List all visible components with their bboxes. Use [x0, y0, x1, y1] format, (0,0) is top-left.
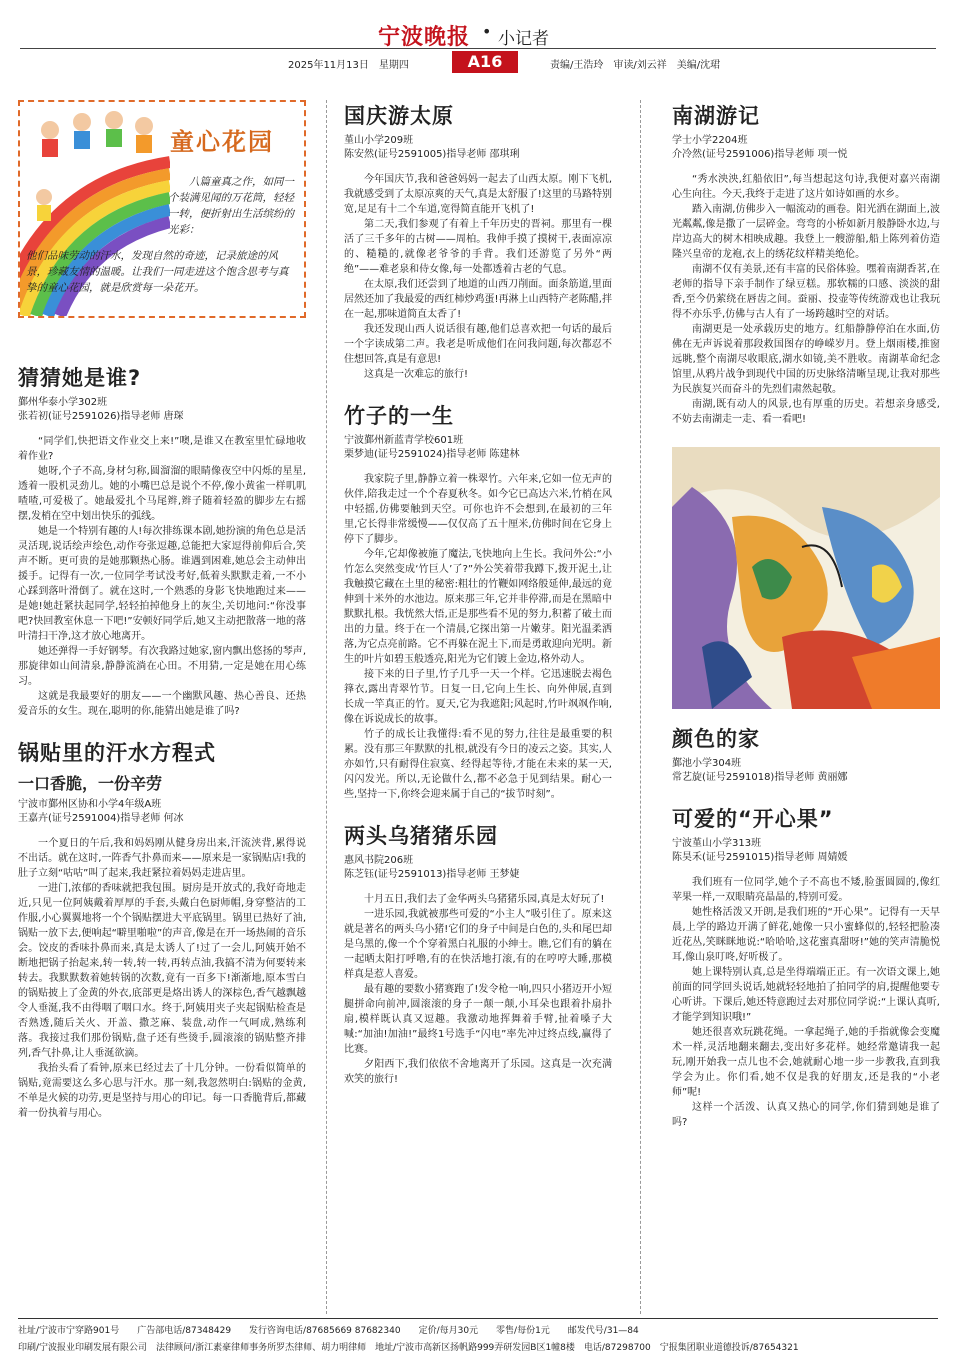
article-title: 锅贴里的汗水方程式 [18, 741, 216, 765]
paragraph: 她上课特别认真,总是坐得端端正正。有一次语文课上,她前面的同学回头说话,她就轻轻地拍了拍同学的肩,提醒他要专心听讲。下课后,她还特意跑过去对那位同学说:“上课认真听,才能学到知识哦!” [672, 967, 940, 1023]
column-middle [344, 100, 612, 1105]
school: 堇山小学209班 [344, 135, 414, 146]
editor-credits: 责编/王浩玲 审读/刘云祥 美编/沈珺 [550, 60, 721, 71]
paragraph: 这真是一次难忘的旅行! [364, 369, 469, 380]
feature-box [18, 100, 306, 318]
article-subtitle: 一口香脆，一份辛劳 [18, 774, 163, 793]
paragraph: “秀水泱泱,红船依旧”,每当想起这句诗,我便对嘉兴南湖心生向往。今天,我终于走进了这片如诗如画的水乡。 [672, 174, 940, 200]
article-body [672, 875, 940, 1130]
article-happy-fruit [672, 803, 940, 1130]
paragraph: 我抬头看了看钟,原来已经过去了十几分钟。一份看似简单的锅贴,竟需要这么多心思与汗水。那一刻,我忽然明白:锅贴的金黄,不单是火候的功劳,更是坚持与用心的印记。每一口香脆背后,都藏着一份执着与用心。 [18, 1063, 306, 1119]
article-title: 国庆游太原 [344, 104, 454, 128]
article-title: 猜猜她是谁? [18, 366, 142, 390]
article-guess-who [18, 362, 306, 719]
article-title: 竹子的一生 [344, 404, 454, 428]
article-colors-home [672, 723, 940, 785]
masthead [20, 18, 936, 70]
paragraph: 一进门,浓郁的香味就把我包围。厨房是开放式的,我好奇地走近,只见一位阿姨戴着厚厚的手套,头戴白色厨师帽,身穿整洁的工作服,小心翼翼地将一个个锅贴摆进大平底锅里。锅里已热好了油,锅贴一放下去,便响起“噼里啪啦”的声音,像是在开一场热闹的音乐会。饺皮的香味扑鼻而来,真是太诱人了!过了一会儿,阿姨开始不断地把锅子抬起来,转一转,转一转,再转点油,我搞不清为何要转来转去。我默默数着她转锅的次数,竟有一百多下!渐渐地,原本雪白的锅贴披上了金黄的外衣,底部更是烙出诱人的深棕色,香气越飘越令人垂涎,我不由得咽了咽口水。终于,阿姨用夹子夹起锅贴检查是否熟透,随后关火、开盖、撒芝麻、装盘,动作一气呵成,熟练利落。我接过我们那份锅贴,盘子还有些烫手,圆滚滚的锅贴整齐排列,香气扑鼻,让人垂涎欲滴。 [18, 883, 306, 1059]
paragraph: 第二天,我们参观了有着上千年历史的晋祠。那里有一棵活了三千多年的古树——周柏。我伸手摸了摸树干,表面凉凉的、糙糙的,就像老爷爷的手背。我们还游览了另外“两绝”——难老泉和侍女像,每一处都透着古老的气息。 [344, 219, 612, 275]
paragraph: 她还弹得一手好钢琴。有次我路过她家,窗内飘出悠扬的琴声,那旋律如山间清泉,静静流淌在心田。不用猜,一定是她在用心练习。 [18, 646, 306, 687]
imprint-footer [18, 1318, 938, 1357]
author: 介冷然(证号2591006)指导老师 项一悦 [672, 149, 848, 160]
page-number: A16 [452, 51, 518, 73]
byline [344, 854, 612, 882]
school: 宁波鄞州新蓝青学校601班 [344, 435, 464, 446]
paragraph: 今年国庆节,我和爸爸妈妈一起去了山西太原。刚下飞机,我就感受到了太原凉爽的天气,真是太舒服了!这里的马路特别宽,足足有十二个车道,宽得简直能开飞机了! [344, 174, 612, 215]
paragraph: 这就是我最要好的朋友——一个幽默风趣、热心善良、还热爱音乐的女生。现在,聪明的你,能猜出她是谁了吗? [18, 691, 306, 717]
author: 陈安然(证号2591005)指导老师 邵琪琍 [344, 149, 520, 160]
author: 陈昊禾(证号2591015)指导老师 周婧媛 [672, 852, 848, 863]
paragraph: 我家院子里,静静立着一株翠竹。六年来,它如一位无声的伙伴,陪我走过一个个春夏秋冬。如今它已高达六米,竹梢在风中轻摇,仿佛要触到天空。可你也许不会想到,在最初的三年里,它长得非常缓慢——仅仅高了五十厘米,仿佛时间在它身上停下了脚步。 [344, 474, 612, 545]
imprint-line: 社址/宁波市宁穿路901号 广告部电话/87348429 发行咨询电话/87685669 87682340 定价/每月30元 零售/每份1元 邮发代号/31—84 [18, 1326, 639, 1336]
paragraph: 我还发现山西人说话很有趣,他们总喜欢把一句话的最后一个字读成第二声。我老是听成他们在问我问题,每次都忍不住想回答,真是有意思! [344, 324, 612, 365]
separator-dot: • [482, 22, 492, 41]
issue-date: 2025年11月13日 星期四 [288, 60, 409, 71]
article-title: 颜色的家 [672, 727, 760, 751]
paragraph: 十月五日,我们去了金华两头乌猪猪乐园,真是太好玩了! [364, 894, 605, 905]
author: 常艺旋(证号2591018)指导老师 黄丽娜 [672, 772, 848, 783]
paragraph: 今年,它却像被施了魔法,飞快地向上生长。我问外公:“小竹怎么突然变成‘竹巨人’了?”外公笑着带我蹲下,拨开泥土,让我触摸它藏在土里的秘密:粗壮的竹鞭如网络般延伸,最远的竟伸到十米外的水池边。原来那三年,它并非停滞,而是在黑暗中默默扎根。我恍然大悟,正是那些看不见的努力,积蓄了破土而出的力量。终于在一个清晨,它探出第一片嫩芽。阳光温柔洒落,为它点亮前路。它不再躲在泥土下,而是勇敢迎向光明。新生的叶片如碧玉般透亮,阳光为它们镀上金边,格外动人。 [344, 549, 612, 665]
masthead-rule [20, 48, 936, 49]
paragraph: 她性格活泼又开朗,是我们班的“开心果”。记得有一天早晨,上学的路边开满了鲜花,她像一只小蜜蜂似的,轻轻把脸凑近花丛,笑眯眯地说:“哈哈哈,这花蜜真甜呀!”她的笑声清脆悦耳,像山泉叮咚,好听极了。 [672, 907, 940, 963]
byline [18, 798, 306, 826]
school: 鄞州华泰小学302班 [18, 397, 108, 408]
byline [672, 134, 940, 162]
article-taiyuan-trip [344, 100, 612, 382]
byline [344, 134, 612, 162]
school: 惠风书院206班 [344, 855, 414, 866]
author: 王嘉卉(证号2591004)指导老师 何冰 [18, 813, 184, 824]
school: 宁波堇山小学313班 [672, 838, 762, 849]
paragraph: 接下来的日子里,竹子几乎一天一个样。它迅速脱去褐色箨衣,露出青翠竹节。日复一日,它向上生长、向外伸展,直到长成一竿真正的竹。夏天,它为我遮阳;风起时,竹叶飒飒作响,像在诉说成长的故事。 [344, 669, 612, 725]
article-body [344, 892, 612, 1087]
column-left [18, 100, 306, 1139]
article-potstickers [18, 737, 306, 1121]
byline [18, 396, 306, 424]
column-divider [326, 100, 327, 1314]
paragraph: 最有趣的要数小猪赛跑了!发令枪一响,四只小猪迈开小短腿拼命向前冲,圆滚滚的身子一颠一颠,小耳朵也跟着扑扇扑扇,模样既认真又逗趣。我激动地挥舞着手臂,扯着嗓子大喊:“加油!加油!”最终1号选手“闪电”率先冲过终点线,赢得了比赛。 [344, 984, 612, 1055]
article-body [344, 472, 612, 802]
byline [672, 837, 940, 865]
paragraph: 踏入南湖,仿佛步入一幅流动的画卷。阳光洒在湖面上,波光粼粼,像是撒了一层碎金。弯弯的小桥如新月般静卧水边,与岸边高大的树木相映成趣。我登上一艘游船,船上陈列着仿造隆兴皇帝的龙袍,衣上的绣花纹样精美绝伦。 [672, 204, 940, 260]
paragraph: 她是一个特别有趣的人!每次排练课本剧,她扮演的角色总是活灵活现,说话绘声绘色,动作夸张逗趣,总能把大家逗得前仰后合,笑声不断。更可贵的是她那颗热心肠。谁遇到困难,她总会主动伸出援手。记得有一次,一位同学考试没考好,低着头默默走着,一不小心踩到落叶滑倒了。就在这时,一个熟悉的身影飞快地跑过来——是她!她赶紧扶起同学,轻轻拍掉他身上的灰尘,关切地问:“你没事吧?快回教室休息一下吧!”安顿好同学后,她又主动把散落一地的落叶清扫干净,这才放心地离开。 [18, 526, 306, 642]
paragraph: “同学们,快把语文作业交上来!”噢,是谁又在教室里忙碌地收着作业? [18, 436, 306, 462]
school: 学士小学2204班 [672, 135, 748, 146]
paragraph: 南湖,既有动人的风景,也有厚重的历史。若想亲身感受,不妨去南湖走一走、看一看吧! [672, 399, 940, 425]
school: 宁波市鄞州区协和小学4年级A班 [18, 799, 162, 810]
child-painting-image [672, 447, 940, 709]
paragraph: 她还很喜欢玩跳花绳。一拿起绳子,她的手指就像会变魔术一样,灵活地翻来翻去,变出好多花样。她经常邀请我一起玩,刚开始我一点儿也不会,她就耐心地一步一步教我,直到我学会为止。你们看,她不仅是我的好朋友,还是我的“小老师”呢! [672, 1027, 940, 1098]
article-pig-park [344, 820, 612, 1087]
section-name: 小记者 [498, 29, 549, 49]
paragraph: 我们班有一位同学,她个子不高也不矮,脸蛋圆圆的,像红苹果一样,一双眼睛亮晶晶的,特别可爱。 [672, 877, 940, 903]
column-right [672, 100, 940, 1148]
paragraph: 南湖不仅有美景,还有丰富的民俗体验。嘿着南湖香茗,在老师的指导下亲手制作了绿豆糕。那软糯的口感、淡淡的甜香,至今仍萦绕在唇齿之间。蚕丽、投壶等传统游戏也让我玩得不亦乐乎,仿佛与古人有了一场跨越时空的对话。 [672, 264, 940, 320]
article-body [18, 836, 306, 1121]
article-body [18, 434, 306, 719]
newspaper-logo: 宁波晚报 [378, 24, 471, 50]
article-title: 可爱的“开心果” [672, 807, 834, 831]
feature-intro: 八篇童真之作，如同一个装满见闻的万花筒，轻轻一转，便折射出生活缤纷的光彩： [168, 176, 294, 236]
paragraph: 竹子的成长让我懂得:看不见的努力,往往是最重要的积累。没有那三年默默的扎根,就没有今日的凌云之姿。其实,人亦如竹,只有耐得住寂寞、经得起等待,才能在未来的某一天,闪闪发光。所以,无论做什么,都不必急于见到结果。耐心一些,坚持一下,你终会迎来属于自己的“拔节时刻”。 [344, 729, 612, 800]
paragraph: 她呀,个子不高,身材匀称,圆溜溜的眼睛像夜空中闪烁的星星,透着一股机灵劲儿。她的小嘴巴总是说个不停,像小黄雀一样叽叽喳喳,可爱极了。她最爱扎个马尾辫,辫子随着轻盈的脚步左右摇摆,发梢在空中划出快乐的弧线。 [18, 466, 306, 522]
paragraph: 南湖更是一处承载历史的地方。红船静静停泊在水面,仿佛在无声诉说着那段救国图存的峥嵘岁月。登上烟雨楼,推窗远眺,整个南湖尽收眼底,湖水如镜,美不胜收。南湖革命纪念馆里,从鸦片战争到现代中国的历史脉络清晰呈现,让我对那些为民族复兴而奋斗的先烈们肃然起敬。 [672, 324, 940, 395]
column-divider [640, 100, 641, 1314]
article-south-lake [672, 100, 940, 427]
paragraph: 夕阳西下,我们依依不舍地离开了乐园。这真是一次充满欢笑的旅行! [344, 1059, 612, 1085]
school: 鄞池小学304班 [672, 758, 742, 769]
paragraph: 这样一个活泼、认真又热心的同学,你们猜到她是谁了吗? [672, 1102, 940, 1128]
author: 陈芝钰(证号2591013)指导老师 王梦婕 [344, 869, 520, 880]
article-body [672, 172, 940, 427]
imprint-line: 印刷/宁波报业印刷发展有限公司 法律顾问/浙江素豪律师事务所罗杰律师、胡力明律师 地址/宁波市高新区扬帆路999弄研发园B区1幢8楼 电话/87298700 宁报集团职业道德投诉/87654321 [18, 1343, 799, 1353]
byline [344, 434, 612, 462]
feature-intro-continued: 他们品味劳动的汗水，发现自然的奇迹，记录旅途的风景，珍藏友情的温暖。让我们一同走进这个饱含思考与真挚的童心花园，就是欣赏每一朵花开。 [26, 250, 289, 294]
author: 栗梦迪(证号2591024)指导老师 陈建林 [344, 449, 520, 460]
byline [672, 757, 940, 785]
paragraph: 在太原,我们还尝到了地道的山西刀削面。面条筋道,里面居然还加了我最爱的西红柿炒鸡蛋!再淋上山西特产老陈醋,拌在一起,那味道简直太香了! [344, 279, 612, 320]
article-body [344, 172, 612, 382]
paragraph: 一个夏日的午后,我和妈妈刚从健身房出来,汗流浃背,累得说不出话。就在这时,一阵香气扑鼻而来——原来是一家锅贴店!我的肚子立刻“咕咕”叫了起来,我赶紧拉着妈妈走进店里。 [18, 838, 306, 879]
article-bamboo-life [344, 400, 612, 802]
feature-title: 童心花园 [170, 128, 274, 156]
article-title: 南湖游记 [672, 104, 760, 128]
article-title: 两头乌猪猪乐园 [344, 824, 498, 848]
paragraph: 一进乐园,我就被那些可爱的“小主人”吸引住了。原来这就是著名的两头乌小猪!它们的身子中间是白色的,头和尾巴却是乌黑的,像一个个穿着黑白礼服的小绅士。瞧,它们有的躺在一起晒太阳打呼噜,有的在快活地打滚,有的在哼哼大睡,那模样真是惹人喜爱。 [344, 909, 612, 980]
author: 张若初(证号2591026)指导老师 唐琛 [18, 411, 184, 422]
